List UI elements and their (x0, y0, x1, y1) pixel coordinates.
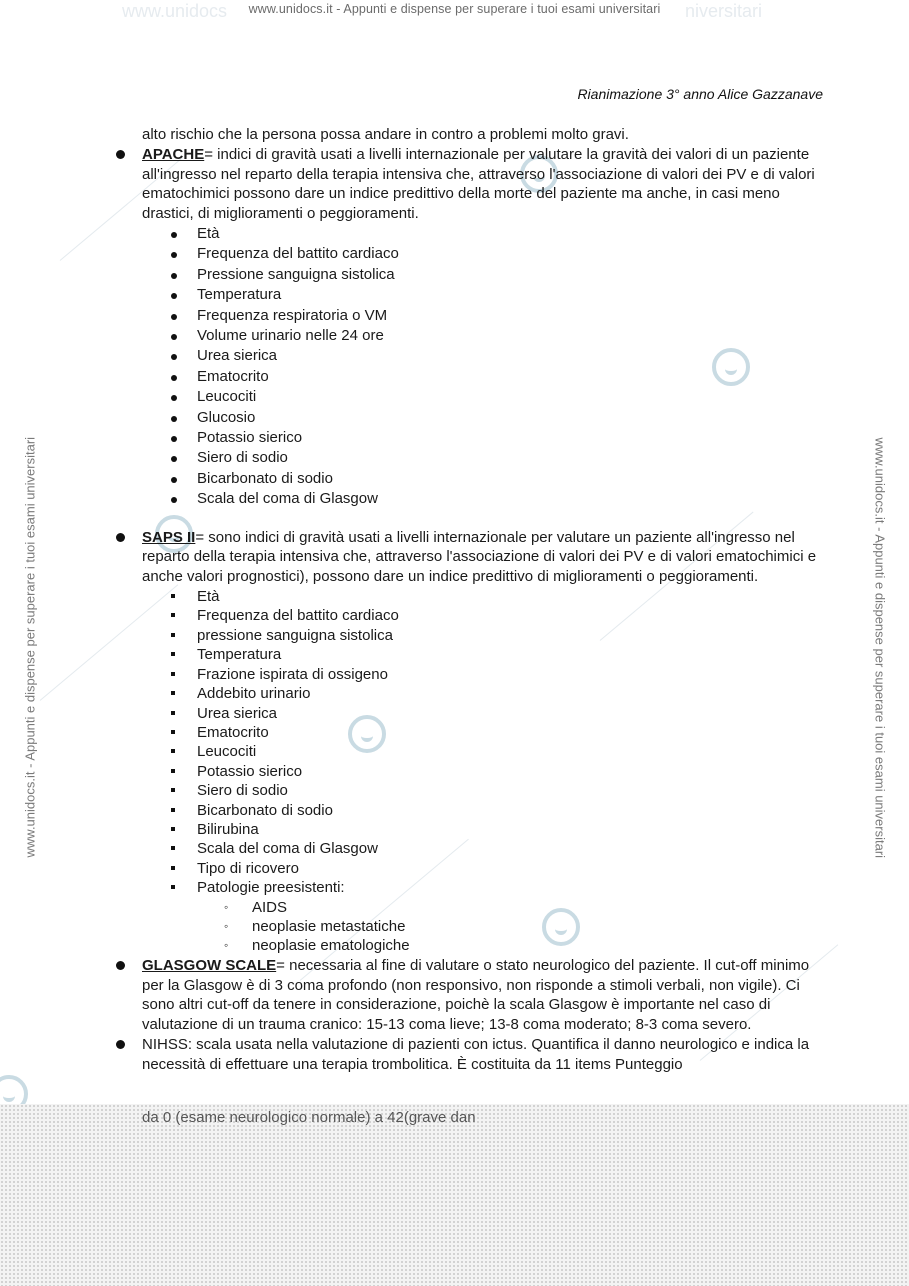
apache-description: = indici di gravità usati a livelli internazionale per valutare la gravità dei valori di un paziente all'ingresso nel reparto della terapia intensiva che, attraverso l'associazione di valori dei PV e di valori ematochimici possono dare un indice predittivo della morte del paziente ma anche, in casi meno drastici, di miglioramenti o peggioramenti. (142, 145, 815, 223)
bullet-icon (116, 961, 125, 970)
saps-term: SAPS II (142, 528, 196, 546)
list-item: Volume urinario nelle 24 ore (167, 326, 824, 346)
preexisting-conditions-list (112, 898, 824, 956)
ghost-banner-right: niversitari (685, 1, 763, 21)
bullet-icon (116, 150, 125, 159)
list-item: Bilirubina (167, 820, 824, 839)
list-item: Frequenza del battito cardiaco (167, 244, 824, 264)
left-side-watermark: www.unidocs.it - Appunti e dispense per superare i tuoi esami universitari (22, 436, 38, 858)
list-item: Frazione ispirata di ossigeno (167, 665, 824, 684)
preview-blur-overlay (0, 1104, 909, 1286)
glasgow-description: = necessaria al fine di valutare o stato neurologico del paziente. Il cut-off minimo per la Glasgow è di 3 coma profondo (non responsivo, non risponde a stimoli verbali, non vigile). Ci sono altri cut-off da tenere in considerazione, poichè la scala Glasgow è importante nel caso di valutazione di un trauma cranico: 15-13 coma lieve; 13-8 coma moderato; 8-3 coma severo. (142, 956, 810, 1034)
list-item: Tipo di ricovero (167, 859, 824, 878)
glasgow-section (112, 956, 824, 1035)
list-item: Temperatura (167, 285, 824, 305)
list-item: Età (167, 224, 824, 244)
list-item: Frequenza respiratoria o VM (167, 306, 824, 326)
list-item: Addebito urinario (167, 684, 824, 703)
bullet-icon (116, 533, 125, 542)
apache-section (112, 145, 824, 224)
list-item: Età (167, 587, 824, 606)
nihss-section (112, 1035, 824, 1075)
list-item: Ematocrito (167, 367, 824, 387)
list-item: Patologie preesistenti: (167, 878, 824, 897)
list-item: Pressione sanguigna sistolica (167, 265, 824, 285)
truncated-text: da 0 (esame neurologico normale) a 42(grave dan (142, 1109, 476, 1126)
list-item: pressione sanguigna sistolica (167, 626, 824, 645)
intro-line: alto rischio che la persona possa andare in contro a problemi molto gravi. (142, 126, 629, 143)
list-item: Glucosio (167, 408, 824, 428)
apache-parameter-list (112, 224, 824, 510)
list-item: Scala del coma di Glasgow (167, 839, 824, 858)
glasgow-term: GLASGOW SCALE (142, 956, 277, 974)
list-item: ◦ AIDS (252, 898, 824, 917)
list-item: Siero di sodio (167, 781, 824, 800)
list-item: Bicarbonato di sodio (167, 469, 824, 489)
list-item: Potassio sierico (167, 428, 824, 448)
list-item: Bicarbonato di sodio (167, 801, 824, 820)
list-item: Leucociti (167, 387, 824, 407)
right-side-watermark: www.unidocs.it - Appunti e dispense per superare i tuoi esami universitari (872, 437, 888, 859)
ghost-banner-left: www.unidocs (122, 1, 228, 21)
list-item: Frequenza del battito cardiaco (167, 606, 824, 625)
saps-section (112, 528, 824, 587)
list-item: Potassio sierico (167, 762, 824, 781)
list-item: ◦ neoplasie ematologiche (252, 936, 824, 955)
saps-description: = sono indici di gravità usati a livelli internazionale per valutare un paziente all'ingresso nel reparto della terapia intensiva che, attraverso l'associazione di valori dei PV e di valori ematochimici e anche valori prognostici), possono dare un indice predittivo di miglioramenti o peggioramenti. (142, 528, 817, 586)
nihss-description: NIHSS: scala usata nella valutazione di pazienti con ictus. Quantifica il danno neurologico e indica la necessità di effettuare una terapia trombolitica. È costituita da 11 items Punteggio (142, 1035, 810, 1073)
list-item: Siero di sodio (167, 448, 824, 468)
list-item: Temperatura (167, 645, 824, 664)
bullet-icon (116, 1040, 125, 1049)
list-item: Leucociti (167, 742, 824, 761)
list-item: ◦ neoplasie metastatiche (252, 917, 824, 936)
document-header: Rianimazione 3° anno Alice Gazzanave (577, 86, 823, 102)
list-item: Ematocrito (167, 723, 824, 742)
list-item: Scala del coma di Glasgow (167, 489, 824, 509)
apache-term: APACHE (142, 145, 205, 163)
document-body (112, 125, 824, 1075)
list-item: Urea sierica (167, 704, 824, 723)
list-item: Urea sierica (167, 346, 824, 366)
top-watermark-banner: www.unidocs.it - Appunti e dispense per superare i tuoi esami universitari (248, 2, 661, 16)
saps-parameter-list (112, 587, 824, 898)
